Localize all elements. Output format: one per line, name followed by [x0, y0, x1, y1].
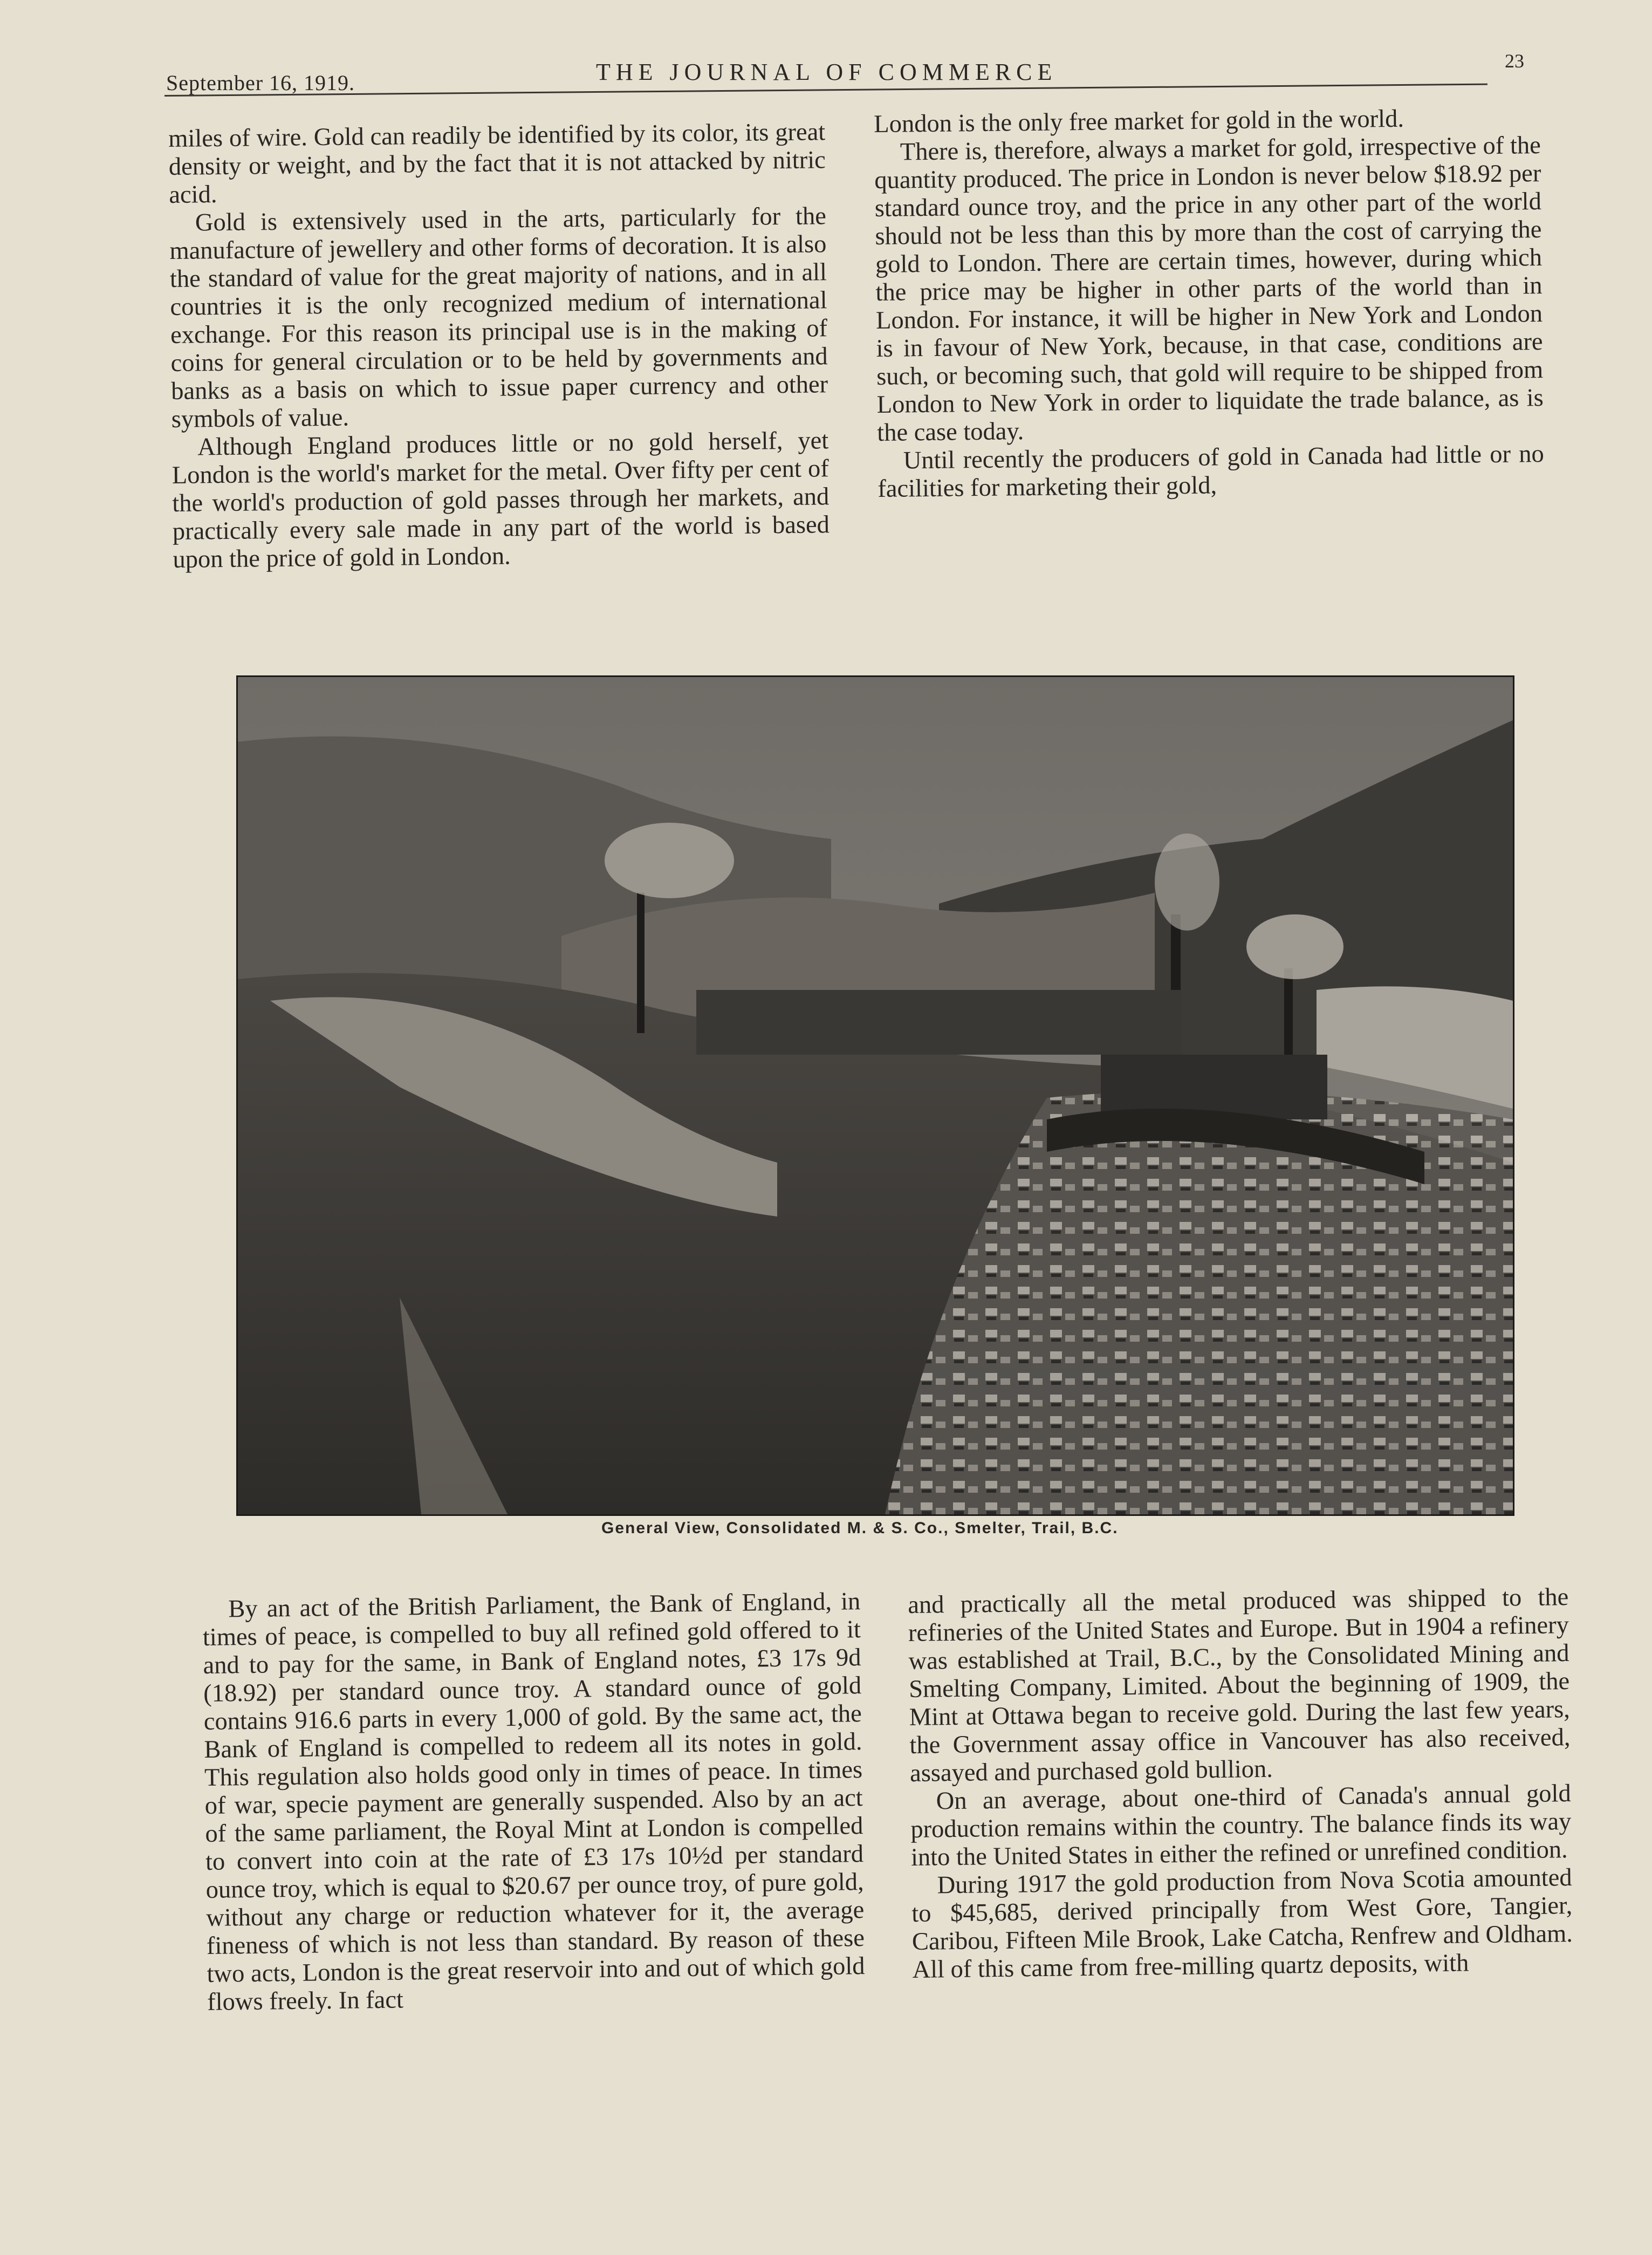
publication-title: THE JOURNAL OF COMMERCE [596, 59, 1058, 85]
column-bottom-right [908, 1583, 1573, 1984]
issue-date: September 16, 1919. [166, 71, 355, 95]
column-bottom-left [202, 1588, 865, 2017]
page-number: 23 [1505, 50, 1524, 72]
column-top-right [874, 104, 1545, 503]
paragraph: Gold is extensively used in the arts, particularly for the manufacture of jewellery and other forms of decoration. It is also the standard of value for the great majority of nations, and in all countries it is the only recognized medium of international exchange. For this reason its principal use is in the making of coins for general circulation or to be held by governments and banks as a basis on which to issue paper currency and other symbols of value. [169, 202, 828, 433]
paragraph: During 1917 the gold production from Nova Scotia amounted to $45,685, derived principally from West Gore, Tangier, Caribou, Fifteen Mile Brook, Lake Catcha, Renfrew and Oldham. All of this came from free-milling quartz deposits, with [911, 1863, 1573, 1984]
smelter-photograph [236, 675, 1514, 1516]
column-top-left [168, 118, 830, 574]
paragraph: Although England produces little or no gold herself, yet London is the world's market for the metal. Over fifty per cent of the world's production of gold passes through her markets, and practically every sale made in any part of the world is based upon the price of gold in London. [172, 427, 830, 573]
smelter-landscape-image [238, 677, 1513, 1514]
paragraph: Until recently the producers of gold in Canada had little or no facilities for marketing their gold, [878, 440, 1545, 503]
photo-caption: General View, Consolidated M. & S. Co., Smelter, Trail, B.C. [601, 1519, 1119, 1537]
paragraph: There is, therefore, always a market for gold, irrespective of the quantity produced. The price in London is never below $18.92 per standard ounce troy, and the price in any other part of the world should not be less than this by more than the cost of carrying the gold to London. There are certain times, however, during which the price may be higher in other parts of the world than in London. For instance, it will be higher in New York and London is in favour of New York, because, in that case, conditions are such, or becoming such, that gold will require to be shipped from London to New York in order to liquidate the trade balance, as is the case today. [874, 132, 1544, 447]
paragraph: On an average, about one-third of Canada's annual gold production remains within the country. The balance finds its way into the United States in either the refined or unrefined condition. [910, 1780, 1572, 1871]
paragraph: London is the only free market for gold in the world. [874, 105, 1404, 138]
paragraph: By an act of the British Parliament, the Bank of England, in times of peace, is compelled to buy all refined gold offered to it and to pay for the same, in Bank of England notes, £3 17s 9d (18.92) per standard ounce troy. A standard ounce of gold contains 916.6 parts in every 1,000 of gold. By the same act, the Bank of England is compelled to redeem all its notes in gold. This regulation also holds good only in times of peace. In times of war, specie payment are generally suspended. Also by an act of the same parliament, the Royal Mint at London is compelled to convert into coin at the rate of £3 17s 10½d per standard ounce troy, which is equal to $20.67 per ounce troy, of pure gold, without any charge or reduction whatever for it, the average fineness of which is not less than standard. By reason of these two acts, London is the great reservoir into and out of which gold flows freely. In fact [202, 1588, 865, 2016]
paragraph: and practically all the metal produced was shipped to the refineries of the United States and Europe. But in 1904 a refinery was established at Trail, B.C., by the Consolidated Mining and Smelting Company, Limited. About the beginning of 1909, the Mint at Ottawa began to receive gold. During the last few years, the Government assay office in Vancouver has also received, assayed and purchased gold bullion. [908, 1583, 1571, 1787]
paragraph: miles of wire. Gold can readily be identified by its color, its great density or weight, and by the fact that it is not attacked by nitric acid. [168, 118, 826, 209]
